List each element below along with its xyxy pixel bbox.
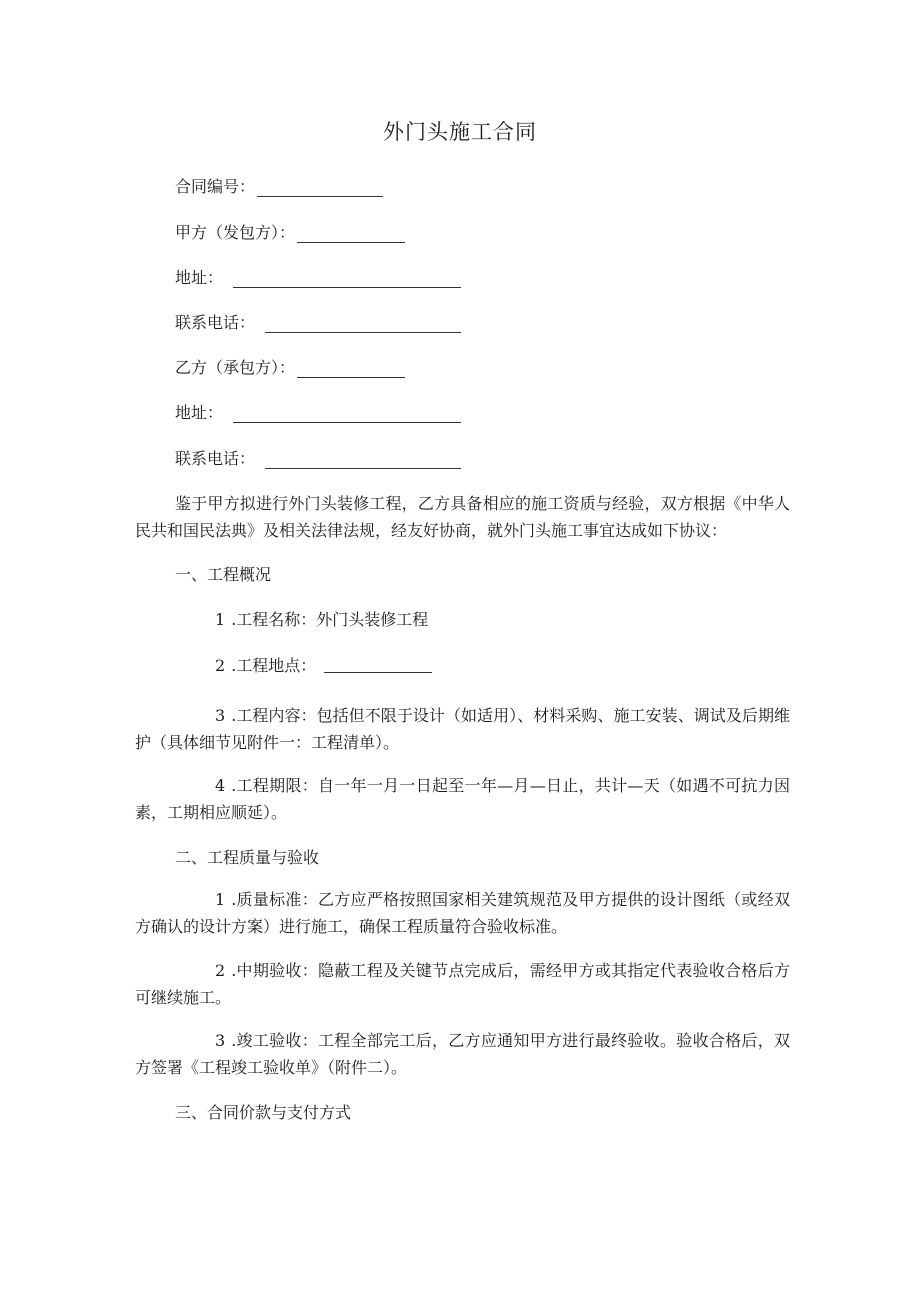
party-a-phone-field (175, 313, 461, 333)
party-a-blank (297, 226, 405, 243)
contract-number-blank (257, 180, 383, 197)
party-b-address-label: 地址： (175, 403, 224, 422)
section-3-heading: 三、合同价款与支付方式 (175, 1103, 352, 1122)
contract-number-field (175, 177, 383, 197)
section-1-item-2 (135, 652, 790, 679)
section-2-item-1 (135, 886, 790, 940)
party-a-address-field (175, 268, 461, 288)
item-number: 2 (215, 656, 226, 675)
party-b-phone-label: 联系电话： (175, 449, 256, 468)
party-b-phone-blank (265, 452, 461, 469)
item-number: 1 (215, 890, 226, 909)
item-text: .工程地点： (231, 656, 317, 675)
item-number: 3 (215, 706, 226, 725)
item-text: .工程内容：包括但不限于设计（如适用）、材料采购、施工安装、调试及后期维护（具体细节见附件一：工程清单）。 (135, 706, 790, 752)
section-2-item-2 (135, 957, 790, 1011)
item-text: .质量标准：乙方应严格按照国家相关建筑规范及甲方提供的设计图纸（或经双方确认的设计方案）进行施工，确保工程质量符合验收标准。 (135, 890, 790, 936)
item-text: .工程名称：外门头装修工程 (231, 610, 429, 629)
item-text: .中期验收：隐蔽工程及关键节点完成后，需经甲方或其指定代表验收合格后方可继续施工。 (135, 961, 790, 1007)
item-number: 1 (215, 610, 226, 629)
item-number: 4 (215, 776, 226, 795)
section-1-heading: 一、工程概况 (175, 565, 272, 584)
party-b-blank (297, 361, 405, 378)
section-2-heading: 二、工程质量与验收 (175, 848, 320, 867)
party-a-label: 甲方（发包方）： (175, 223, 296, 242)
document-title: 外门头施工合同 (383, 120, 537, 144)
party-b-field (175, 358, 405, 378)
party-a-address-blank (233, 271, 461, 288)
location-blank (324, 656, 432, 673)
section-1-item-3 (135, 702, 790, 756)
item-text: .工程期限：自一年一月一日起至一年—月—日止，共计—天（如遇不可抗力因素，工期相应顺延）。 (135, 776, 790, 822)
section-1-item-4 (135, 772, 790, 826)
item-number: 3 (215, 1031, 226, 1050)
contract-number-label: 合同编号： (175, 177, 256, 196)
intro-paragraph: 鉴于甲方拟进行外门头装修工程，乙方具备相应的施工资质与经验，双方根据《中华人民共和国民法典》及相关法律法规，经友好协商，就外门头施工事宜达成如下协议： (135, 494, 790, 540)
party-b-label: 乙方（承包方）： (175, 358, 296, 377)
section-2-item-3 (135, 1027, 790, 1081)
party-b-phone-field (175, 449, 461, 469)
party-b-address-blank (233, 406, 461, 423)
party-a-field (175, 223, 405, 243)
party-a-phone-blank (265, 316, 461, 333)
item-text: .竣工验收：工程全部完工后，乙方应通知甲方进行最终验收。验收合格后，双方签署《工程竣工验收单》（附件二）。 (135, 1031, 790, 1077)
section-1-item-1 (135, 606, 790, 633)
party-a-address-label: 地址： (175, 268, 224, 287)
party-a-phone-label: 联系电话： (175, 313, 256, 332)
item-number: 2 (215, 961, 226, 980)
party-b-address-field (175, 403, 461, 423)
